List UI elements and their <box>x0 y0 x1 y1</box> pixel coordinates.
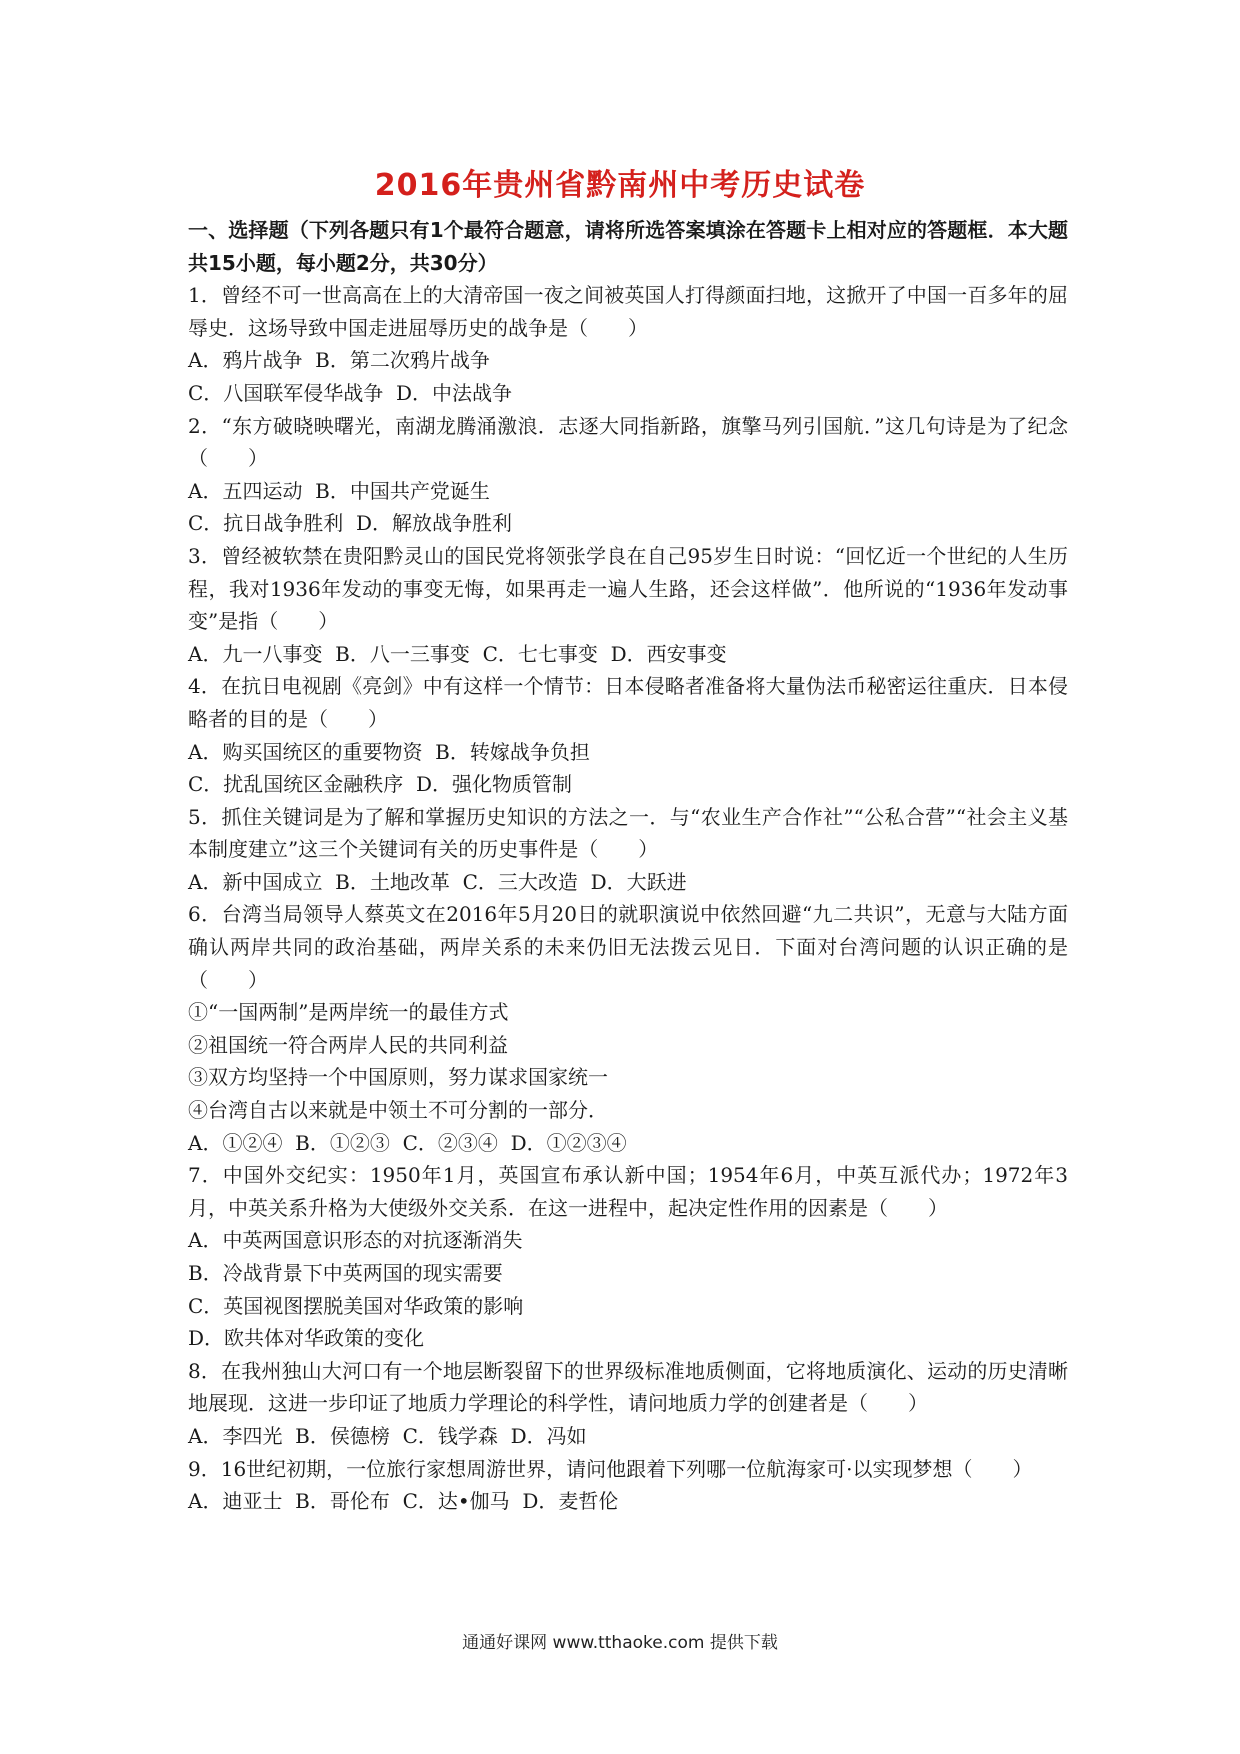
question-stem: 2．“东方破晓映曙光，南湖龙腾涌激浪．志逐大同指新路，旗擎马列引国航．”这几句诗是为了纪念（ ） <box>188 413 1068 471</box>
section-heading: 一、选择题（下列各题只有1个最符合题意，请将所选答案填涂在答题卡上相对应的答题框．本大题共15小题，每小题2分，共30分） <box>188 218 1068 275</box>
question-stem: 6．台湾当局领导人蔡英文在2016年5月20日的就职演说中依然回避“九二共识”，无意与大陆方面确认两岸共同的政治基础，两岸关系的未来仍旧无法拨云见日．下面对台湾问题的认识正确的是（ ） <box>188 902 1068 992</box>
exam-content <box>188 214 1068 1518</box>
question-option: A．九一八事变 B．八一三事变 C．七七事变 D．西安事变 <box>188 641 727 666</box>
question-stem: 7．中国外交纪实：1950年1月，英国宣布承认新中国；1954年6月，中英互派代办；1972年3月，中英关系升格为大使级外交关系．在这一进程中，起决定性作用的因素是（ ） <box>188 1163 1068 1220</box>
question-option: C．英国视图摆脱美国对华政策的影响 <box>188 1293 524 1318</box>
question-option: A．①②④ B．①②③ C．②③④ D．①②③④ <box>188 1130 627 1155</box>
question-option: C．八国联军侵华战争 D．中法战争 <box>188 380 513 405</box>
question-option: B．冷战背景下中英两国的现实需要 <box>188 1261 503 1285</box>
question-option: C．抗日战争胜利 D．解放战争胜利 <box>188 511 513 536</box>
question-option: A．迪亚士 B．哥伦布 C．达•伽马 D．麦哲伦 <box>188 1489 619 1514</box>
question-item <box>188 1453 1068 1518</box>
question-stem: 4．在抗日电视剧《亮剑》中有这样一个情节：日本侵略者准备将大量伪法币秘密运往重庆．日本侵略者的目的是（ ） <box>188 674 1068 731</box>
question-option: A．中英两国意识形态的对抗逐渐消失 <box>188 1228 523 1253</box>
question-item <box>188 1159 1068 1355</box>
page-title: 2016年贵州省黔南州中考历史试卷 <box>374 168 866 203</box>
question-list <box>188 279 1068 1518</box>
question-option: A．鸦片战争 B．第二次鸦片战争 <box>188 348 490 373</box>
question-option: A．五四运动 B．中国共产党诞生 <box>188 478 490 503</box>
question-option: ②祖国统一符合两岸人民的共同利益 <box>188 1032 508 1057</box>
question-stem: 3．曾经被软禁在贵阳黔灵山的国民党将领张学良在自己95岁生日时说：“回忆近一个世纪的人生历程，我对1936年发动的事变无悔，如果再走一遍人生路，还会这样做”．他所说的“1936年发动事变”是指（ ） <box>188 543 1068 634</box>
question-option: A．李四光 B．侯德榜 C．钱学森 D．冯如 <box>188 1423 587 1448</box>
question-stem: 8．在我州独山大河口有一个地层断裂留下的世界级标准地质侧面，它将地质演化、运动的历史清晰地展现．这进一步印证了地质力学理论的科学性，请问地质力学的创建者是（ ） <box>188 1358 1068 1416</box>
question-option: ①“一国两制”是两岸统一的最佳方式 <box>188 1000 509 1025</box>
question-stem: 5．抓住关键词是为了解和掌握历史知识的方法之一．与“农业生产合作社”“公私合营”“社会主义基本制度建立”这三个关键词有关的历史事件是（ ） <box>188 804 1068 862</box>
question-item <box>188 801 1068 899</box>
question-option: D．欧共体对华政策的变化 <box>188 1326 425 1351</box>
question-option: A．购买国统区的重要物资 B．转嫁战争负担 <box>188 739 590 764</box>
question-option: ④台湾自古以来就是中领土不可分割的一部分． <box>188 1098 608 1123</box>
question-option: C．扰乱国统区金融秩序 D．强化物质管制 <box>188 772 573 797</box>
question-stem: 1．曾经不可一世高高在上的大清帝国一夜之间被英国人打得颜面扫地，这掀开了中国一百多年的屈辱史．这场导致中国走进屈辱历史的战争是（ ） <box>188 283 1068 340</box>
question-stem: 9．16世纪初期，一位旅行家想周游世界，请问他跟着下列哪一位航海家可·以实现梦想（ ） <box>188 1456 1033 1481</box>
question-item <box>188 279 1068 409</box>
question-item <box>188 1355 1068 1453</box>
question-option: ③双方均坚持一个中国原则，努力谋求国家统一 <box>188 1065 608 1090</box>
question-item <box>188 898 1068 1159</box>
question-item <box>188 410 1068 540</box>
footer-credit: 通通好课网 www.tthaoke.com 提供下载 <box>462 1633 778 1653</box>
question-item <box>188 670 1068 800</box>
question-item <box>188 540 1068 670</box>
question-option: A．新中国成立 B．土地改革 C．三大改造 D．大跃进 <box>188 869 687 894</box>
